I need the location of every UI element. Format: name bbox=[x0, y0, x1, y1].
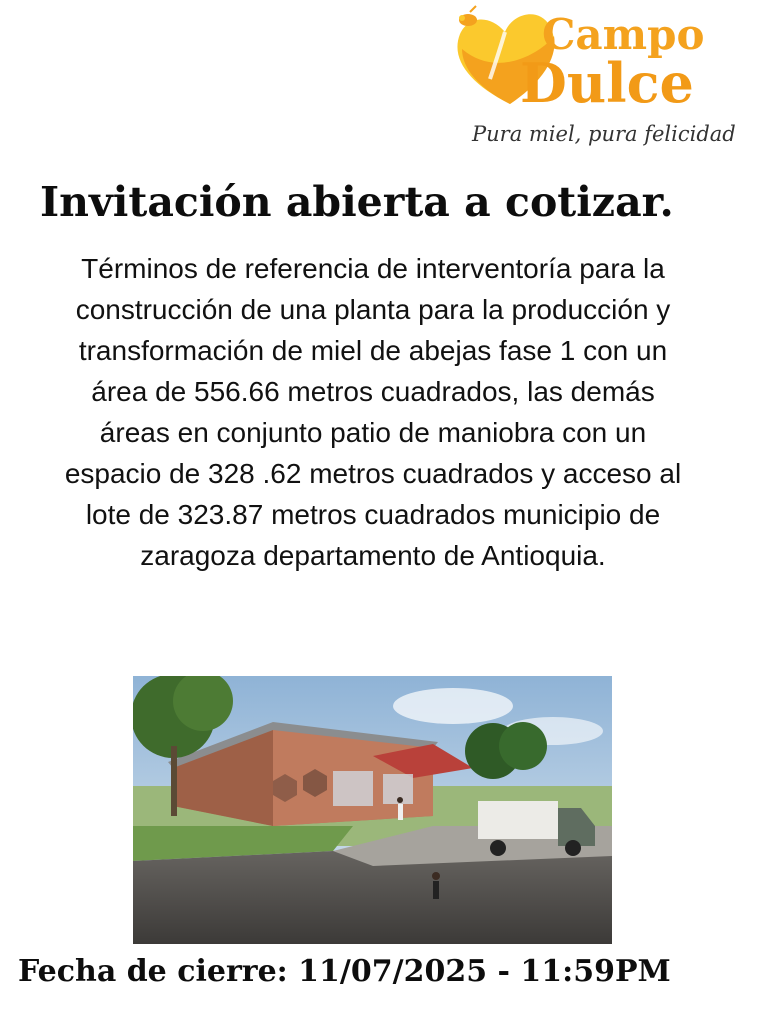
brand-name-line1: Campo bbox=[542, 10, 705, 59]
page-title: Invitación abierta a cotizar. bbox=[40, 178, 674, 226]
brand-name-line2: Dulce bbox=[520, 51, 694, 115]
description-text: Términos de referencia de interventoría para la construcción de una planta para la producción y transformación de miel de abejas fase 1 con un área de 556.66 metros cuadrados, las demás áreas en conjunto patio de maniobra con un espacio de 328 .62 metros cuadrados y acceso al lote de 323.87 metros cuadrados municipio de zaragoza departamento de Antioquia. bbox=[64, 253, 682, 571]
brand-logo bbox=[450, 4, 750, 154]
building-render-image bbox=[133, 676, 612, 944]
closing-date: Fecha de cierre: 11/07/2025 - 11:59PM bbox=[18, 954, 671, 989]
brand-tagline: Pura miel, pura felicidad bbox=[472, 122, 736, 146]
